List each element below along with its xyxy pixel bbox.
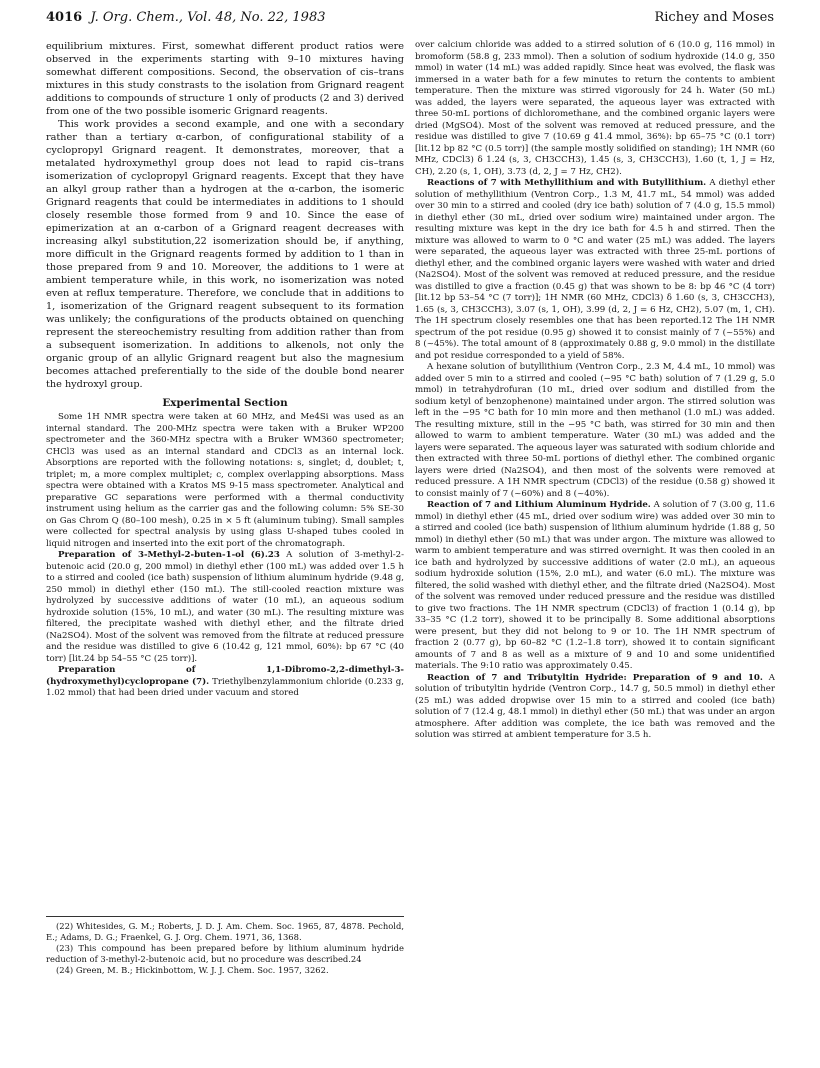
paragraph: A hexane solution of butyllithium (Ventron Corp., 2.3 M, 4.4 mL, 10 mmol) was added over 5 min to a stirred and cooled (−95 °C bath) solution of 7 (1.29 g, 5.0 mmol) in tetrahydrofuran (10 mL, dried over sodium and distilled from the sodium ketyl of benzophenone) maintained under argon. The stirred solution was left in the −95 °C bath for 10 min more and then methanol (1.0 mL) was added. The resulting mixture, still in the −95 °C bath, was stirred for 30 min and then allowed to warm to ambient temperature. Water (30 mL) was added and the layers were separated. The aqueous layer was saturated with sodium chloride and then extracted with three 50-mL portions of diethyl ether. The combined organic layers were dried (Na2SO4), and then most of the solvents were removed at reduced pressure. A 1H NMR spectrum (CDCl3) of the residue (0.58 g) showed it to consist mainly of 7 (~60%) and 8 (~40%). — [415, 362, 775, 499]
page-number: 4016 — [46, 10, 83, 25]
paragraph — [46, 550, 404, 665]
header-left — [46, 10, 326, 25]
run-in-heading: Preparation of 1,1-Dibromo-2,2-dimethyl-3-(hydroxymethyl)cyclopropane (7). — [46, 665, 404, 687]
journal-citation: J. Org. Chem., Vol. 48, No. 22, 1983 — [90, 10, 326, 25]
section-heading: Experimental Section — [162, 397, 288, 409]
page-header — [46, 10, 774, 30]
run-in-heading: Reaction of 7 and Tributyltin Hydride: Preparation of 9 and 10. — [427, 672, 763, 683]
paragraph — [46, 665, 404, 700]
paragraph — [415, 673, 775, 742]
paragraph: Some 1H NMR spectra were taken at 60 MHz, and Me4Si was used as an internal standard. The 200-MHz spectra were taken with a Bruker WP200 spectrometer and the 360-MHz spectra with a Bruker WM360 spectrometer; CHCl3 was used as an internal standard and CDCl3 as an internal lock. Absorptions are reported with the following notations: s, singlet; d, doublet; t, triplet; m, a more complex multiplet; c, complex overlapping absorptions. Mass spectra were obtained with a Kratos MS 9-15 mass spectrometer. Analytical and preparative GC separations were performed with a thermal conductivity instrument using helium as the carrier gas and the following column: 5% SE-30 on Gas Chrom Q (80–100 mesh), 0.25 in × 5 ft (aluminum tubing). Small samples were collected for spectral analysis by using glass U-shaped tubes cooled in liquid nitrogen and inserted into the exit port of the chromatograph. — [46, 412, 404, 549]
paragraph — [415, 500, 775, 673]
left-column — [46, 40, 404, 1044]
paragraph-body: A solution of 7 (3.00 g, 11.6 mmol) in diethyl ether (45 mL, dried over sodium wire) was added over 30 min to a stirred and cooled (ice bath) suspension of lithium aluminum hydride (1.88 g, 50 mmol) in diethyl ether (50 mL) that was under argon. The mixture was allowed to warm to ambient temperature and was stirred overnight. It was then cooled in an ice bath and hydrolyzed by successive additions of water (2.0 mL), an aqueous sodium hydroxide solution (15%, 2.0 mL), and water (6.0 mL). The mixture was filtered, the solid washed with diethyl ether, and the filtrate dried (Na2SO4). Most of the solvent was removed under reduced pressure and the residue was distilled to give two fractions. The 1H NMR spectrum (CDCl3) of fraction 1 (0.14 g), bp 33–35 °C (1.2 torr), showed it to be principally 8. Some additional absorptions were present, but they did not belong to 9 or 10. The 1H NMR spectrum of fraction 2 (0.77 g), bp 60–82 °C (1.2–1.8 torr), showed it to contain significant amounts of 7 and 8 as well as a mixture of 9 and 10 and some unidentified materials. The 9:10 ratio was approximately 0.45. — [415, 500, 775, 671]
paragraph: This work provides a second example, and one with a secondary rather than a tertiary α-carbon, of configurational stability of a cyclopropyl Grignard reagent. It demonstrates, moreover, that a metalated hydroxymethyl group does not lead to rapid cis–trans isomerization of cyclopropyl Grignard reagents. Except that they have an alkyl group rather than a hydrogen at the α-carbon, the isomeric Grignard reagents that could be intermediates in additions to 1 should closely resemble those formed from 9 and 10. Since the ease of epimerization at an α-carbon of a Grignard reagent decreases with increasing alkyl substitution,22 isomerization should be, if anything, more difficult in the Grignard reagents formed by addition to 1 than in those prepared from 9 and 10. Moreover, the additions to 1 were at ambient temperature while, in this work, no isomerization was noted even at reflux temperature. Therefore, we conclude that in additions to 1, isomerization of the Grignard reagent subsequent to its formation was unlikely; the configurations of the products obtained on quenching represent the stereochemistry resulting from addition rather than from a subsequent isomerization. In additions to alkenols, not only the organic group of an allylic Grignard reagent but also the magnesium becomes attached preferentially to the side of the double bond nearer the hydroxyl group. — [46, 119, 404, 390]
footnotes — [46, 916, 404, 976]
run-in-heading: Reactions of 7 with Methyllithium and with Butyllithium. — [427, 178, 707, 188]
paragraph: over calcium chloride was added to a stirred solution of 6 (10.0 g, 116 mmol) in bromoform (58.8 g, 233 mmol). Then a solution of sodium hydroxide (14.0 g, 350 mmol) in water (14 mL) was added rapidly. Since heat was evolved, the flask was immersed in a water bath for a few minutes to return the contents to ambient temperature. Then the mixture was stirred vigorously for 24 h. Water (50 mL) was added, the layers were separated, the aqueous layer was extracted with three 50-mL portions of dichloromethane, and the combined organic layers were dried (MgSO4). Most of the solvent was removed at reduced pressure, and the residue was distilled to give 7 (10.69 g 41.4 mmol, 36%): bp 65–75 °C (0.1 torr) [lit.12 bp 82 °C (0.5 torr)] (the sample mostly solidified on standing); 1H NMR (60 MHz, CDCl3) δ 1.24 (s, 3, CH3CCH3), 1.45 (s, 3, CH3CCH3), 1.60 (t, 1, J = Hz, CH), 2.20 (s, 1, OH), 3.73 (d, 2, J = 7 Hz, CH2). — [415, 40, 775, 177]
paragraph-body: A diethyl ether solution of methyllithium (Ventron Corp., 1.3 M, 41.7 mL, 54 mmol) was added over 30 min to a stirred and cooled (dry ice bath) solution of 7 (4.0 g, 15.5 mmol) in diethyl ether (30 mL, dried over sodium wire) maintained under argon. The resulting mixture was kept in the dry ice bath for 4.5 h and stirred. Then the mixture was allowed to warm to 0 °C and water (25 mL) was added. The layers were separated, the aqueous layer was extracted with three 25-mL portions of diethyl ether, and the combined organic layers were washed with water and dried (Na2SO4). Most of the solvent was removed at reduced pressure, and the residue was distilled to give a fraction (0.45 g) that was shown to be 8: bp 46 °C (4 torr) [lit.12 bp 53–54 °C (7 torr)]; 1H NMR (60 MHz, CDCl3) δ 1.60 (s, 3, CH3CCH3), 1.65 (s, 3, CH3CCH3), 3.07 (s, 1, OH), 3.99 (d, 2, J = 6 Hz, CH2), 5.07 (m, 1, CH). The 1H spectrum closely resembles one that has been reported.12 The 1H NMR spectrum of the pot residue (0.95 g) showed it to consist mainly of 7 (~55%) and 8 (~45%). The total amount of 8 (approximately 0.88 g, 9.0 mmol) in the distillate and pot residue corresponded to a yield of 58%. — [415, 178, 775, 361]
paragraph — [415, 178, 775, 362]
right-column — [415, 40, 775, 1044]
run-in-heading: Preparation of 3-Methyl-2-buten-1-ol (6).23 — [58, 550, 280, 560]
paragraph-body: Triethylbenzylammonium chloride (0.233 g, 1.02 mmol) that had been dried under vacuum and stored — [46, 676, 404, 698]
footnote: (22) Whitesides, G. M.; Roberts, J. D. J. Am. Chem. Soc. 1965, 87, 4878. Pechold, E.; Adams, D. G.; Fraenkel, G. J. Org. Chem. 1971, 36, 1368. — [46, 921, 404, 942]
run-in-heading: Reaction of 7 and Lithium Aluminum Hydride. — [427, 500, 651, 510]
paragraph: equilibrium mixtures. First, somewhat different product ratios were observed in the experiments starting with 9–10 mixtures having somewhat different compositions. Second, the observation of cis–trans mixtures in this study constrasts to the isolation from Grignard reagent additions to compounds of structure 1 only of products (2 and 3) derived from one of the two possible isomeric Grignard reagents. — [46, 41, 404, 117]
footnote: (23) This compound has been prepared before by lithium aluminum hydride reduction of 3-methyl-2-butenoic acid, but no procedure was described.24 — [46, 943, 404, 964]
running-authors: Richey and Moses — [654, 10, 774, 25]
footnote: (24) Green, M. B.; Hickinbottom, W. J. J. Chem. Soc. 1957, 3262. — [56, 965, 329, 975]
paragraph-body: A solution of 3-methyl-2-butenoic acid (20.0 g, 200 mmol) in diethyl ether (100 mL) was added over 1.5 h to a stirred and cooled (ice bath) suspension of lithium aluminum hydride (9.48 g, 250 mmol) in diethyl ether (150 mL). The still-cooled reaction mixture was hydrolyzed by successive additions of water (10 mL), an aqueous sodium hydroxide solution (15%, 10 mL), and water (30 mL). The resulting mixture was filtered, the precipitate washed with diethyl ether, and the filtrate dried (Na2SO4). Most of the solvent was removed from the filtrate at reduced pressure and the residue was distilled to give 6 (10.42 g, 121 mmol, 60%): bp 67 °C (40 torr) [lit.24 bp 54–55 °C (25 torr)]. — [46, 550, 404, 664]
paragraph-body: A solution of tributyltin hydride (Ventron Corp., 14.7 g, 50.5 mmol) in diethyl ether (25 mL) was added dropwise over 15 min to a stirred and cooled (ice bath) solution of 7 (12.4 g, 48.1 mmol) in diethyl ether (50 mL) that was under an argon atmosphere. After addition was complete, the ice bath was removed and the solution was stirred at ambient temperature for 3.5 h. — [415, 672, 775, 740]
